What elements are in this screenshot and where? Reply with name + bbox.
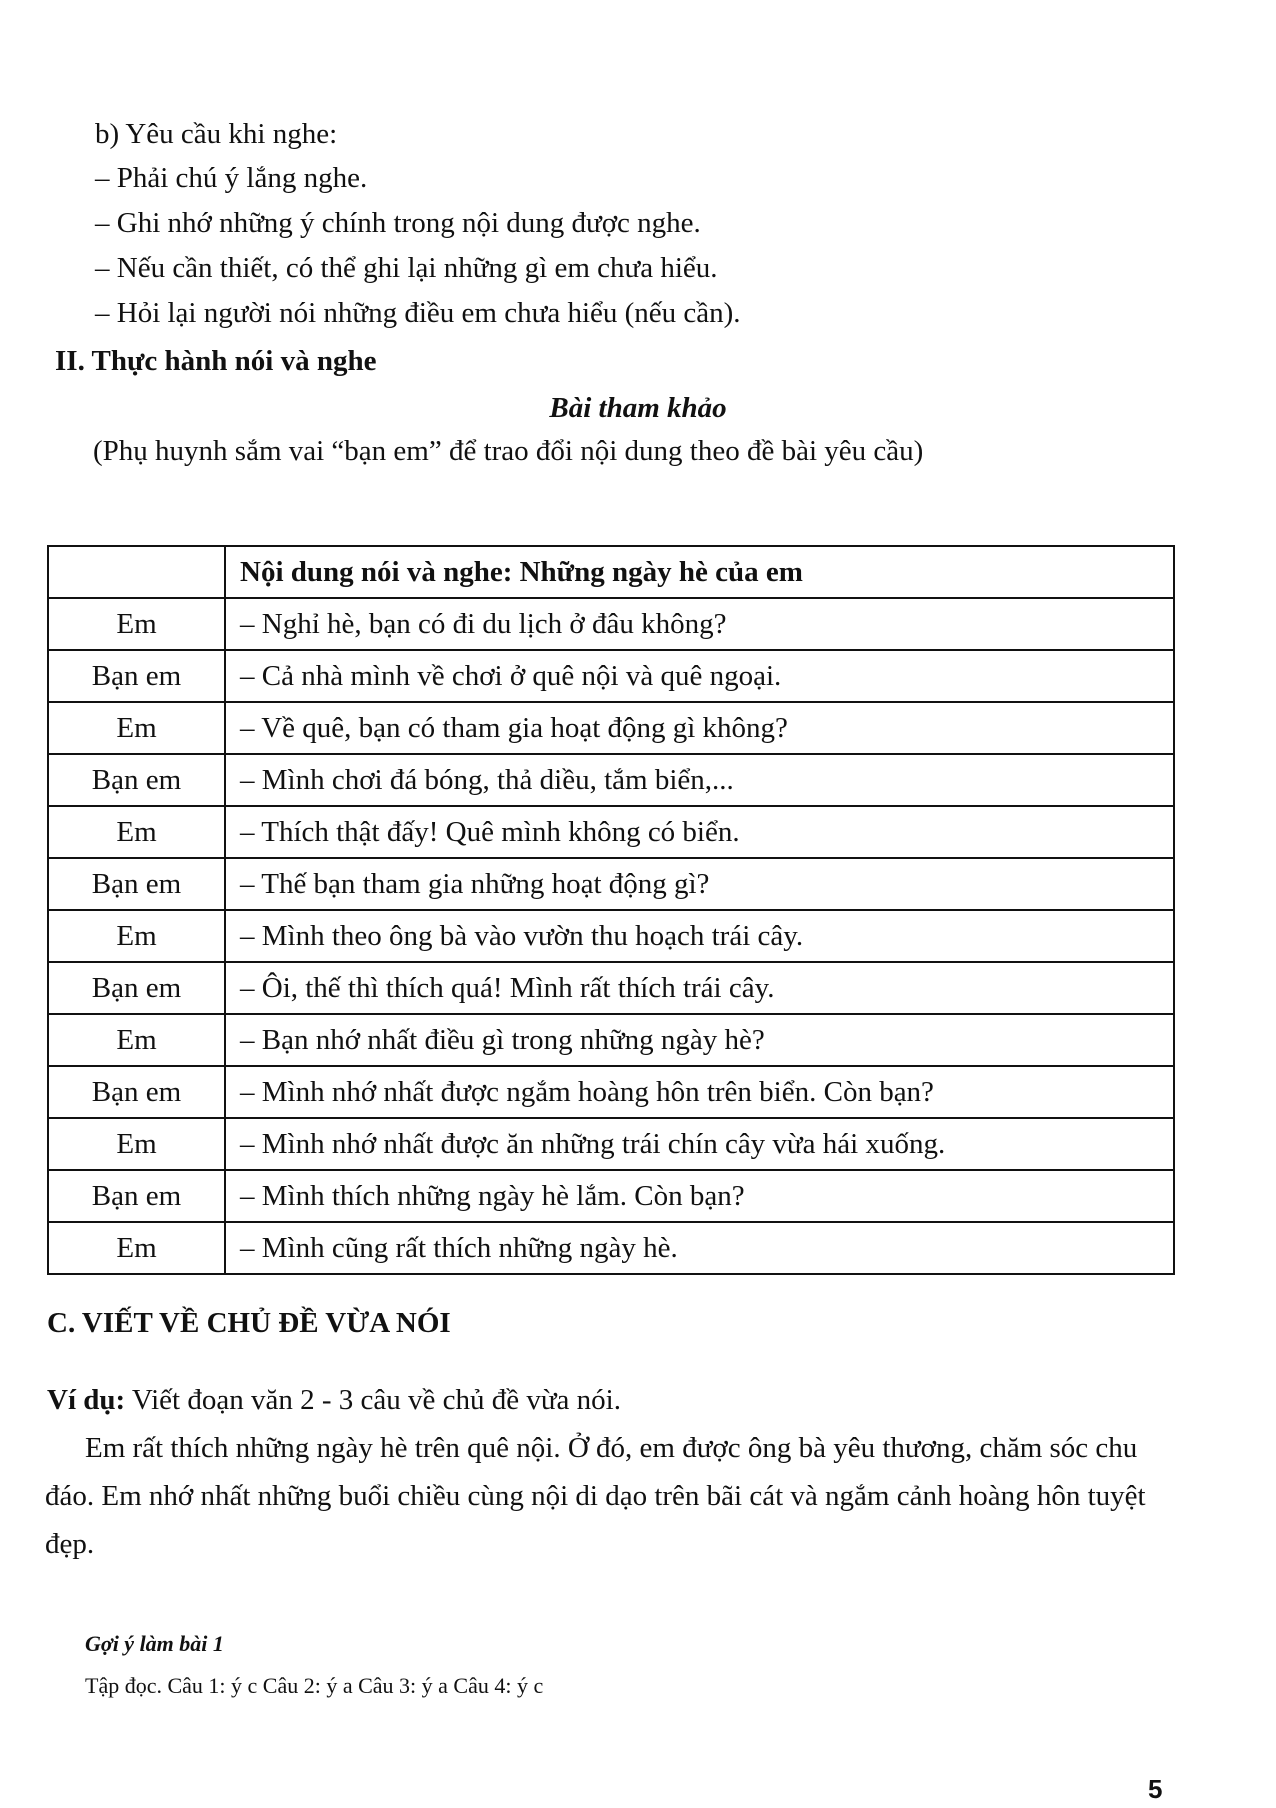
speaker-cell: Em: [48, 702, 225, 754]
table-row: [48, 858, 1174, 910]
speaker-cell: Em: [48, 910, 225, 962]
table-row: [48, 1222, 1174, 1274]
practice-heading: II. Thực hành nói và nghe: [55, 345, 377, 377]
speaker-cell: Bạn em: [48, 1066, 225, 1118]
requirement-item: – Nếu cần thiết, có thể ghi lại những gì em chưa hiểu.: [95, 252, 718, 284]
speaker-cell: Bạn em: [48, 754, 225, 806]
table-row: [48, 650, 1174, 702]
requirement-item: – Phải chú ý lắng nghe.: [95, 162, 368, 194]
header-content-cell: Nội dung nói và nghe: Những ngày hè của em: [225, 546, 1174, 598]
table-row: [48, 962, 1174, 1014]
dialogue-text-cell: – Thế bạn tham gia những hoạt động gì?: [225, 858, 1174, 910]
table-row: [48, 702, 1174, 754]
example-text: Viết đoạn văn 2 - 3 câu về chủ đề vừa nói.: [125, 1384, 621, 1416]
table-row: [48, 598, 1174, 650]
speaker-cell: Bạn em: [48, 1170, 225, 1222]
hints-answers: Tập đọc. Câu 1: ý c Câu 2: ý a Câu 3: ý a Câu 4: ý c: [85, 1673, 544, 1698]
example-line: [47, 1382, 621, 1418]
dialogue-table: [47, 545, 1175, 1275]
table-row: [48, 1014, 1174, 1066]
dialogue-text-cell: – Cả nhà mình về chơi ở quê nội và quê ngoại.: [225, 650, 1174, 702]
table-row: [48, 1118, 1174, 1170]
speaker-cell: Bạn em: [48, 858, 225, 910]
practice-instruction: (Phụ huynh sắm vai “bạn em” để trao đổi nội dung theo đề bài yêu cầu): [93, 435, 924, 467]
requirement-item: – Hỏi lại người nói những điều em chưa hiểu (nếu cần).: [95, 297, 741, 329]
dialogue-text-cell: – Mình nhớ nhất được ăn những trái chín cây vừa hái xuống.: [225, 1118, 1174, 1170]
hints-title: Gợi ý làm bài 1: [85, 1631, 224, 1656]
header-speaker-cell: [48, 546, 225, 598]
table-header-row: [48, 546, 1174, 598]
dialogue-text-cell: – Mình chơi đá bóng, thả diều, tắm biển,...: [225, 754, 1174, 806]
table-row: [48, 1170, 1174, 1222]
table-row: [48, 1066, 1174, 1118]
table-row: [48, 806, 1174, 858]
paragraph-text: Em rất thích những ngày hè trên quê nội. Ở đó, em được ông bà yêu thương, chăm sóc chu đáo. Em nhớ nhất những buổi chiều cùng nội di dạo trên bãi cát và ngắm cảnh hoàng hôn tuyệt đẹp.: [45, 1432, 1146, 1560]
speaker-cell: Em: [48, 1118, 225, 1170]
speaker-cell: Em: [48, 1222, 225, 1274]
table-row: [48, 754, 1174, 806]
page-number: 5: [1148, 1774, 1163, 1804]
dialogue-text-cell: – Thích thật đấy! Quê mình không có biển.: [225, 806, 1174, 858]
table-row: [48, 910, 1174, 962]
dialogue-text-cell: – Bạn nhớ nhất điều gì trong những ngày hè?: [225, 1014, 1174, 1066]
speaker-cell: Em: [48, 806, 225, 858]
dialogue-text-cell: – Ôi, thế thì thích quá! Mình rất thích trái cây.: [225, 962, 1174, 1014]
reference-title: Bài tham khảo: [549, 392, 727, 424]
requirement-item: – Ghi nhớ những ý chính trong nội dung được nghe.: [95, 207, 701, 239]
dialogue-text-cell: – Nghỉ hè, bạn có đi du lịch ở đâu không?: [225, 598, 1174, 650]
dialogue-text-cell: – Mình thích những ngày hè lắm. Còn bạn?: [225, 1170, 1174, 1222]
writing-heading: C. VIẾT VỀ CHỦ ĐỀ VỪA NÓI: [47, 1307, 451, 1339]
example-label: Ví dụ:: [47, 1384, 126, 1416]
example-paragraph: [45, 1424, 1180, 1568]
speaker-cell: Bạn em: [48, 650, 225, 702]
dialogue-text-cell: – Mình theo ông bà vào vườn thu hoạch trái cây.: [225, 910, 1174, 962]
dialogue-text-cell: – Về quê, bạn có tham gia hoạt động gì không?: [225, 702, 1174, 754]
dialogue-text-cell: – Mình cũng rất thích những ngày hè.: [225, 1222, 1174, 1274]
speaker-cell: Bạn em: [48, 962, 225, 1014]
speaker-cell: Em: [48, 598, 225, 650]
listening-requirements-heading: b) Yêu cầu khi nghe:: [95, 118, 338, 150]
dialogue-text-cell: – Mình nhớ nhất được ngắm hoàng hôn trên biển. Còn bạn?: [225, 1066, 1174, 1118]
speaker-cell: Em: [48, 1014, 225, 1066]
